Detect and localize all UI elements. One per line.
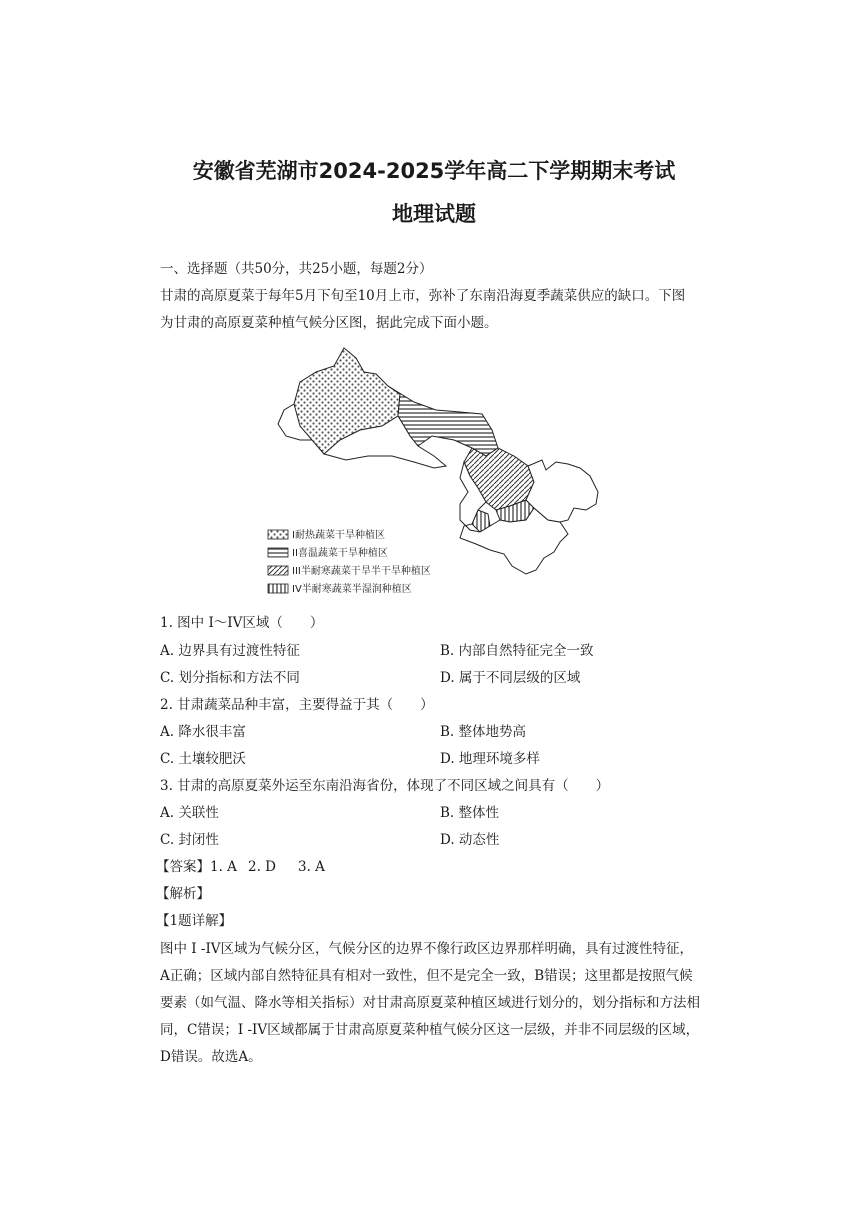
analysis-label: 【解析】 [156, 886, 210, 902]
detail-label: 【1题详解】 [156, 913, 233, 929]
answer-2: 2. D [248, 859, 276, 875]
intro-line-1: 甘肃的高原夏菜于每年5月下旬至10月上市，弥补了东南沿海夏季蔬菜供应的缺口。下图 [160, 288, 686, 304]
question-1-stem: 1. 图中 I～IV区域（ ） [160, 615, 324, 631]
explanation-line-1: 图中 I -IV区域为气候分区，气候分区的边界不像行政区边界那样明确，具有过渡性特征， [160, 941, 694, 957]
explanation-line-5: D错误。故选A。 [160, 1049, 262, 1065]
legend-swatch-ii [268, 548, 288, 557]
question-1-option-d: D. 属于不同层级的区域 [440, 670, 581, 686]
section-heading: 一、选择题（共50分，共25小题，每题2分） [160, 261, 433, 277]
legend-label-ii: II喜温蔬菜干旱种植区 [292, 548, 388, 559]
question-2-option-c: C. 土壤较肥沃 [160, 751, 246, 767]
legend-swatch-iv [268, 584, 288, 593]
legend-label-iv: IV半耐寒蔬菜半湿润种植区 [292, 584, 412, 595]
explanation-line-3: 要素（如气温、降水等相关指标）对甘肃高原夏菜种植区域进行划分的，划分指标和方法相 [160, 995, 700, 1011]
map-legend [268, 528, 431, 595]
intro-line-2: 为甘肃的高原夏菜种植气候分区图，据此完成下面小题。 [160, 315, 498, 331]
question-2-option-a: A. 降水很丰富 [160, 724, 246, 740]
legend-label-i: I耐热蔬菜干旱种植区 [292, 530, 385, 541]
answer-1: 1. A [210, 859, 237, 875]
question-3-option-c: C. 封闭性 [160, 832, 219, 848]
question-3-option-b: B. 整体性 [440, 805, 500, 821]
question-2-stem: 2. 甘肃蔬菜品种丰富，主要得益于其（ ） [160, 697, 434, 713]
question-1-option-b: B. 内部自然特征完全一致 [440, 643, 594, 659]
legend-label-iii: III半耐寒蔬菜干旱半干旱种植区 [292, 566, 431, 577]
gansu-climate-zone-map [264, 344, 608, 604]
legend-swatch-i [268, 530, 288, 539]
question-1-option-a: A. 边界具有过渡性特征 [160, 643, 300, 659]
answer-3: 3. A [298, 859, 325, 875]
question-3-option-d: D. 动态性 [440, 832, 500, 848]
question-3-stem: 3. 甘肃的高原夏菜外运至东南沿海省份，体现了不同区域之间具有（ ） [160, 778, 610, 794]
question-2-option-d: D. 地理环境多样 [440, 751, 540, 767]
document-subtitle: 地理试题 [392, 202, 476, 226]
explanation-line-2: A正确；区域内部自然特征具有相对一致性，但不是完全一致，B错误；这里都是按照气候 [160, 968, 693, 984]
legend-swatch-iii [268, 566, 288, 575]
question-3-option-a: A. 关联性 [160, 805, 219, 821]
explanation-line-4: 同，C错误；I -IV区域都属于甘肃高原夏菜种植气候分区这一层级，并非不同层级的区域， [160, 1022, 700, 1038]
answer-line [156, 858, 325, 876]
document-title: 安徽省芜湖市2024-2025学年高二下学期期末考试 [192, 159, 676, 183]
answer-label: 【答案】 [156, 859, 210, 875]
question-1-option-c: C. 划分指标和方法不同 [160, 670, 300, 686]
question-2-option-b: B. 整体地势高 [440, 724, 527, 740]
